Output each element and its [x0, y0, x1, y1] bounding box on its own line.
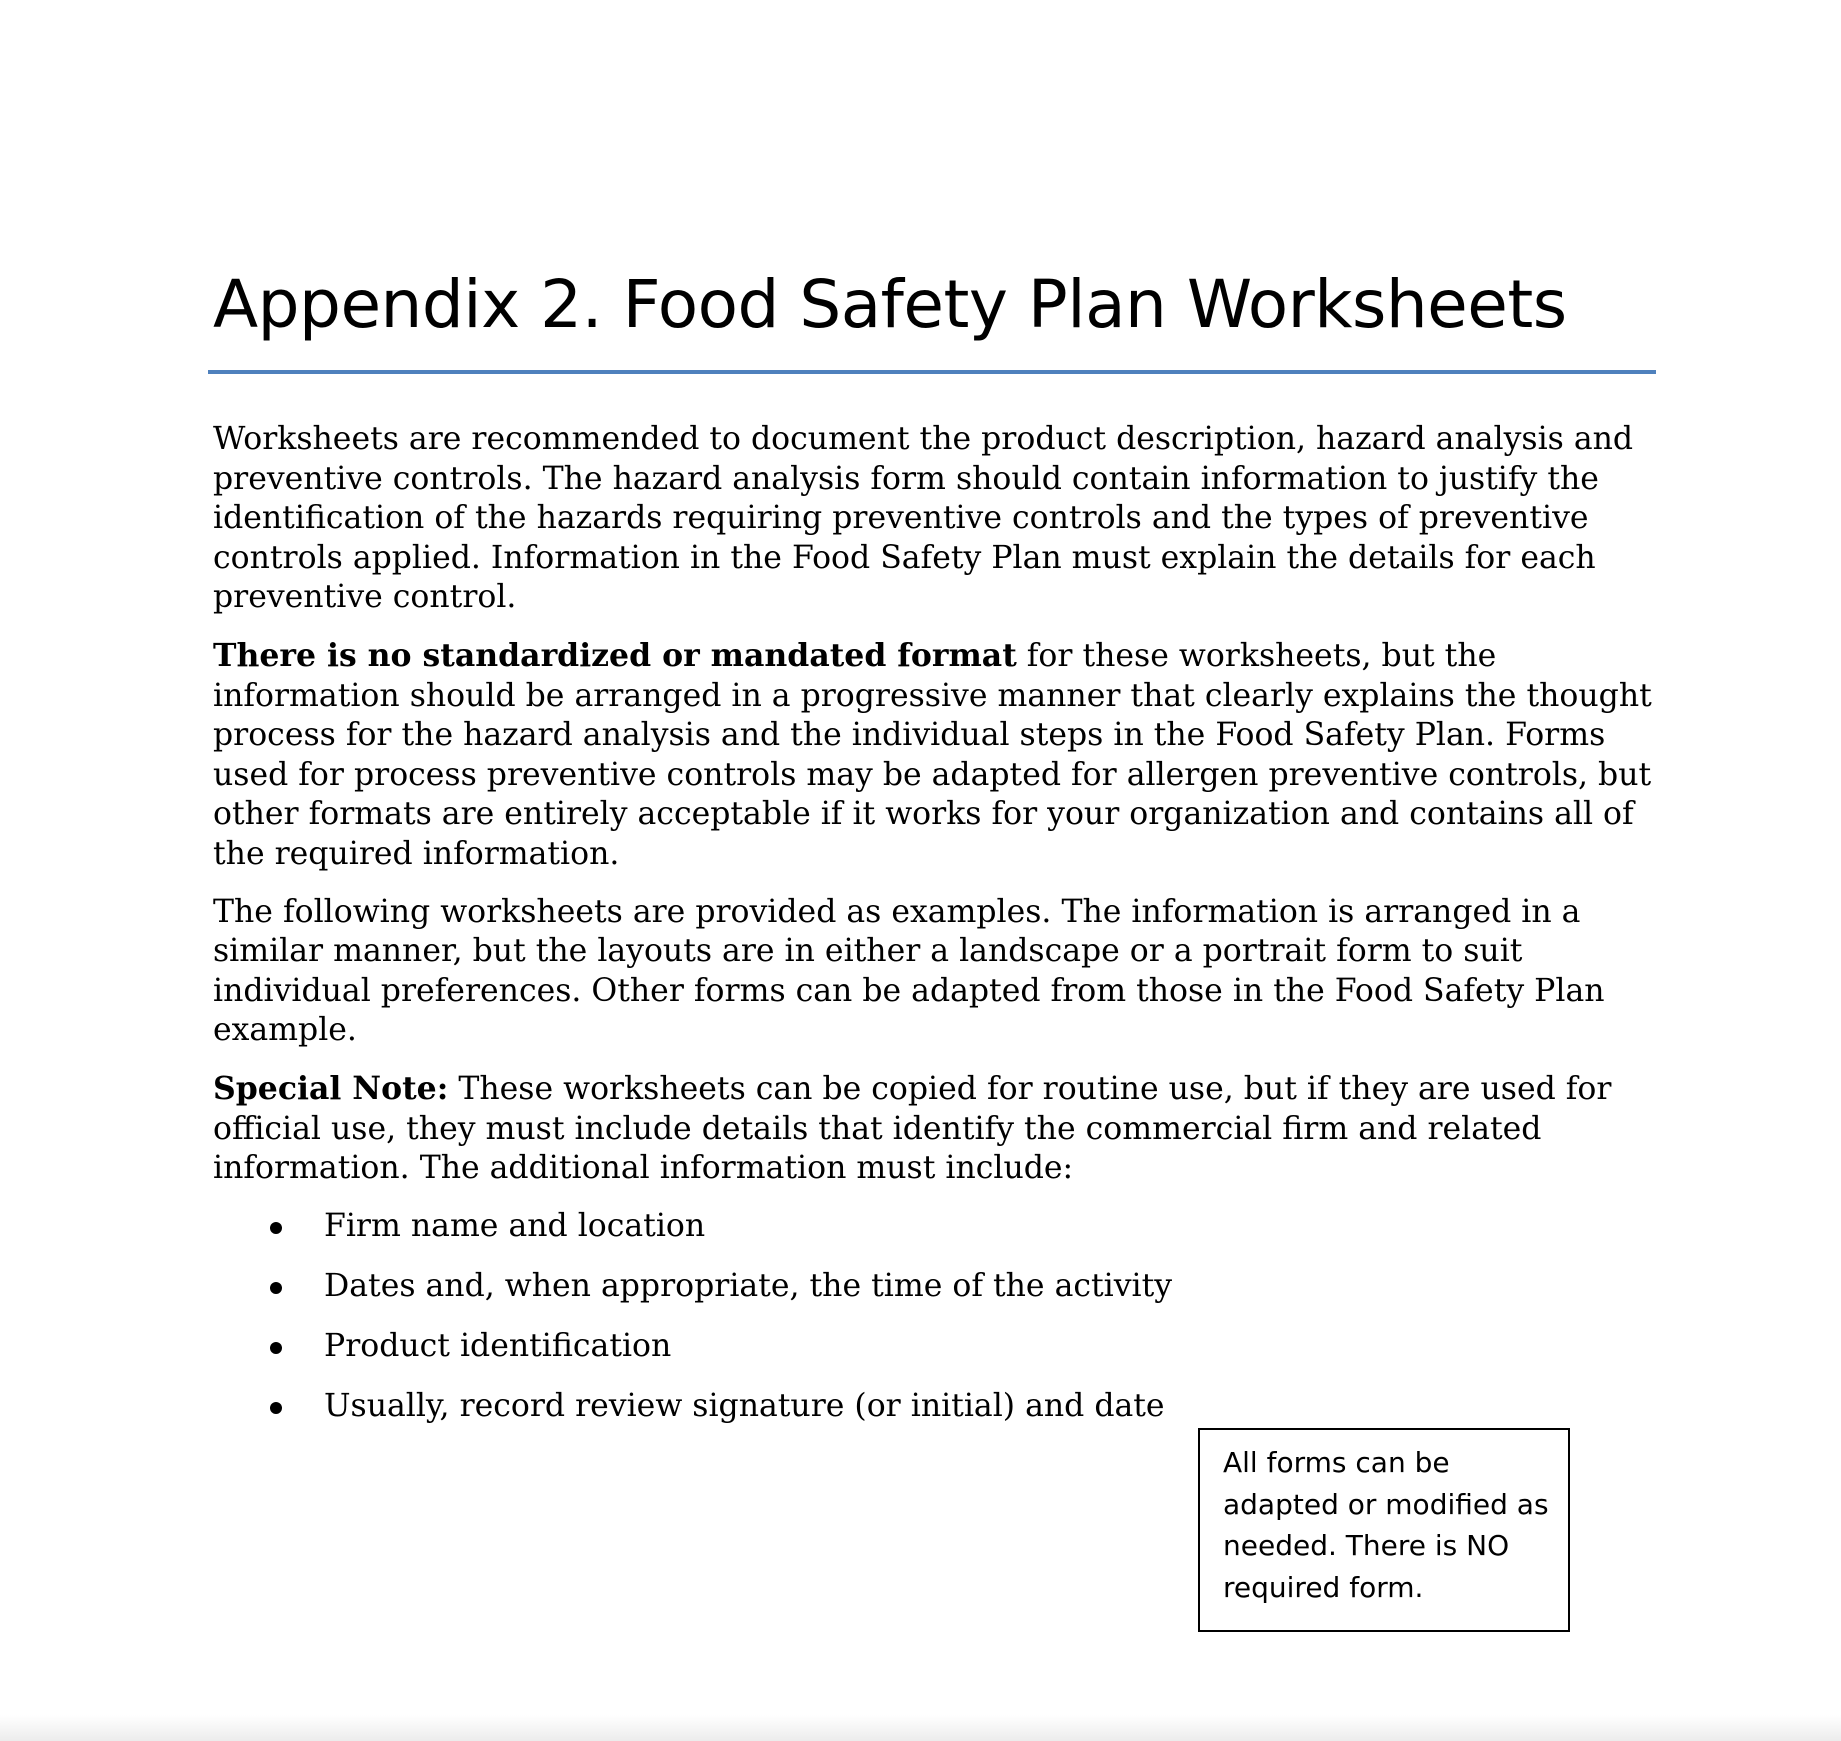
bullet-dot-icon	[270, 1282, 282, 1294]
forms-note-box: All forms can be adapted or modified as needed. There is NO required form.	[1198, 1428, 1570, 1632]
paragraph-format-text: for these worksheets, but the information should be arranged in a progressive manner that clearly explains the thought process for the hazard analysis and the individual steps in the Food Safety Plan. Forms used for process preventive controls may be adapted for allergen preventive controls, but other formats are entirely acceptable if it works for your organization and contains all of the required information.	[213, 638, 1652, 872]
required-info-list	[213, 1207, 1653, 1427]
special-note-text: These worksheets can be copied for routine use, but if they are used for official use, they must include details that identify the commercial firm and related information. The additional information must include:	[213, 1071, 1612, 1186]
paragraph-worksheets-intro: Worksheets are recommended to document the product description, hazard analysis and preventive controls. The hazard analysis form should contain information to justify the identification of the hazards requiring preventive controls and the types of preventive controls applied. Information in the Food Safety Plan must explain the details for each preventive control.	[213, 421, 1634, 615]
paragraph-format	[213, 636, 1653, 874]
page-bottom-edge	[0, 1715, 1841, 1741]
paragraph-special-note	[213, 1069, 1653, 1189]
list-item-text: Product identification	[324, 1328, 672, 1364]
list-item	[213, 1267, 1653, 1307]
page-title: Appendix 2. Food Safety Plan Worksheets	[213, 266, 1567, 343]
bullet-dot-icon	[270, 1222, 282, 1234]
special-note-label: Special Note:	[213, 1070, 449, 1107]
paragraph-format-emphasis: There is no standardized or mandated format	[213, 637, 1017, 674]
bullet-dot-icon	[270, 1402, 282, 1414]
list-item	[213, 1387, 1653, 1427]
paragraph-examples: The following worksheets are provided as examples. The information is arranged in a similar manner, but the layouts are in either a landscape or a portrait form to suit individual preferences. Other forms can be adapted from those in the Food Safety Plan example.	[213, 893, 1605, 1048]
title-underline-rule	[208, 370, 1656, 374]
list-item-text: Usually, record review signature (or initial) and date	[324, 1388, 1165, 1424]
list-item	[213, 1207, 1653, 1247]
bullet-dot-icon	[270, 1342, 282, 1354]
document-body	[213, 420, 1653, 1447]
list-item-text: Firm name and location	[324, 1208, 706, 1244]
list-item	[213, 1327, 1653, 1367]
list-item-text: Dates and, when appropriate, the time of the activity	[324, 1268, 1173, 1304]
